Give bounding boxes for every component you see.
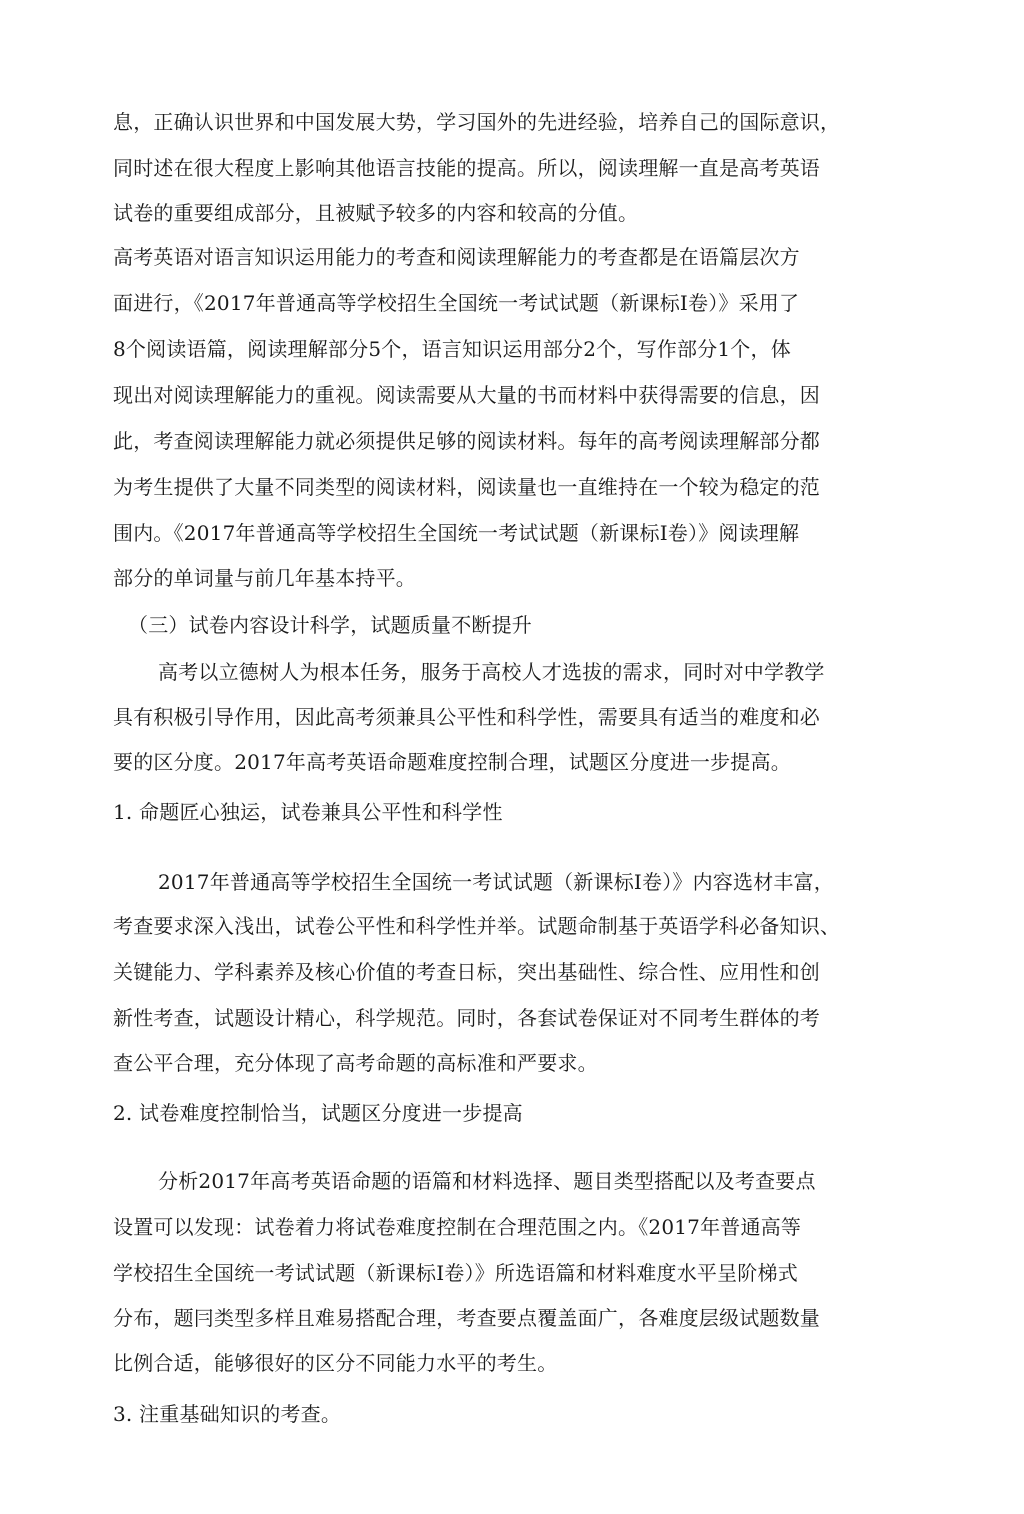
- para4-line-2: 考查要求深入浅出，试卷公平性和科学性并举。试题命制基于英语学科必备知识、: [113, 914, 841, 938]
- para4-line-5: 查公平合理，充分体现了高考命题的高标准和严要求。: [113, 1051, 598, 1075]
- para1-line-2: 同时述在很大程度上影响其他语言技能的提高。所以，阅读理解一直是高考英语: [113, 156, 820, 180]
- list-item-1: 1. 命题匠心独运，试卷兼具公平性和科学性: [113, 800, 503, 824]
- para5-line-5: 比例合适，能够很好的区分不同能力水平的考生。: [113, 1351, 558, 1375]
- para5-line-3: 学校招生全国统一考试试题（新课标I卷）》所选语篇和材料难度水平呈阶梯式: [113, 1261, 798, 1285]
- para2-line-2: 面进行，《2017年普通高等学校招生全国统一考试试题（新课标I卷）》采用了: [113, 291, 800, 315]
- para2-line-6: 为考生提供了大量不同类型的阅读材料，阅读量也一直维持在一个较为稳定的范: [113, 475, 820, 499]
- para2-line-5: 此，考查阅读理解能力就必须提供足够的阅读材料。每年的高考阅读理解部分都: [113, 429, 820, 453]
- para3-line-1: 高考以立德树人为根本任务，服务于高校人才选拔的需求，同时对中学教学: [158, 660, 825, 684]
- list-item-2: 2. 试卷难度控制恰当，试题区分度进一步提高: [113, 1101, 523, 1125]
- para2-line-1: 高考英语对语言知识运用能力的考查和阅读理解能力的考查都是在语篇层次方: [113, 245, 800, 269]
- para3-line-3: 要的区分度。2017年高考英语命题难度控制合理，试题区分度进一步提高。: [113, 750, 791, 774]
- para2-line-3: 8个阅读语篇，阅读理解部分5个，语言知识运用部分2个，写作部分1个，体: [113, 337, 791, 361]
- para4-line-4: 新性考查，试题设计精心，科学规范。同时，各套试卷保证对不同考生群体的考: [113, 1006, 820, 1030]
- para4-line-1: 2017年普通高等学校招生全国统一考试试题（新课标I卷）》内容选材丰富，: [158, 870, 834, 894]
- para5-line-1: 分析2017年高考英语命题的语篇和材料选择、题目类型搭配以及考查要点: [158, 1169, 816, 1193]
- para4-line-3: 关键能力、学科素养及核心价值的考查日标，突出基础性、综合性、应用性和创: [113, 960, 820, 984]
- list-item-3: 3. 注重基础知识的考查。: [113, 1402, 342, 1426]
- para2-line-7: 围内。《2017年普通高等学校招生全国统一考试试题（新课标I卷）》阅读理解: [113, 521, 800, 545]
- para2-line-8: 部分的单词量与前几年基本持平。: [113, 566, 416, 590]
- para2-line-4: 现出对阅读理解能力的重视。阅读需要从大量的书而材料中获得需要的信息，因: [113, 383, 820, 407]
- section-heading-3: （三）试卷内容设计科学，试题质量不断提升: [128, 613, 532, 637]
- para1-line-3: 试卷的重要组成部分，且被赋予较多的内容和较高的分值。: [113, 201, 639, 225]
- para3-line-2: 具有积极引导作用，因此高考须兼具公平性和科学性，需要具有适当的难度和必: [113, 705, 820, 729]
- para5-line-2: 设置可以发现：试卷着力将试卷难度控制在合理范围之内。《2017年普通高等: [113, 1215, 802, 1239]
- para5-line-4: 分布，题冃类型多样且难易搭配合理，考查要点覆盖面广，各难度层级试题数量: [113, 1306, 820, 1330]
- para1-line-1: 息，正确认识世界和中国发展大势，学习国外的先进经验，培养自己的国际意识，: [113, 110, 841, 134]
